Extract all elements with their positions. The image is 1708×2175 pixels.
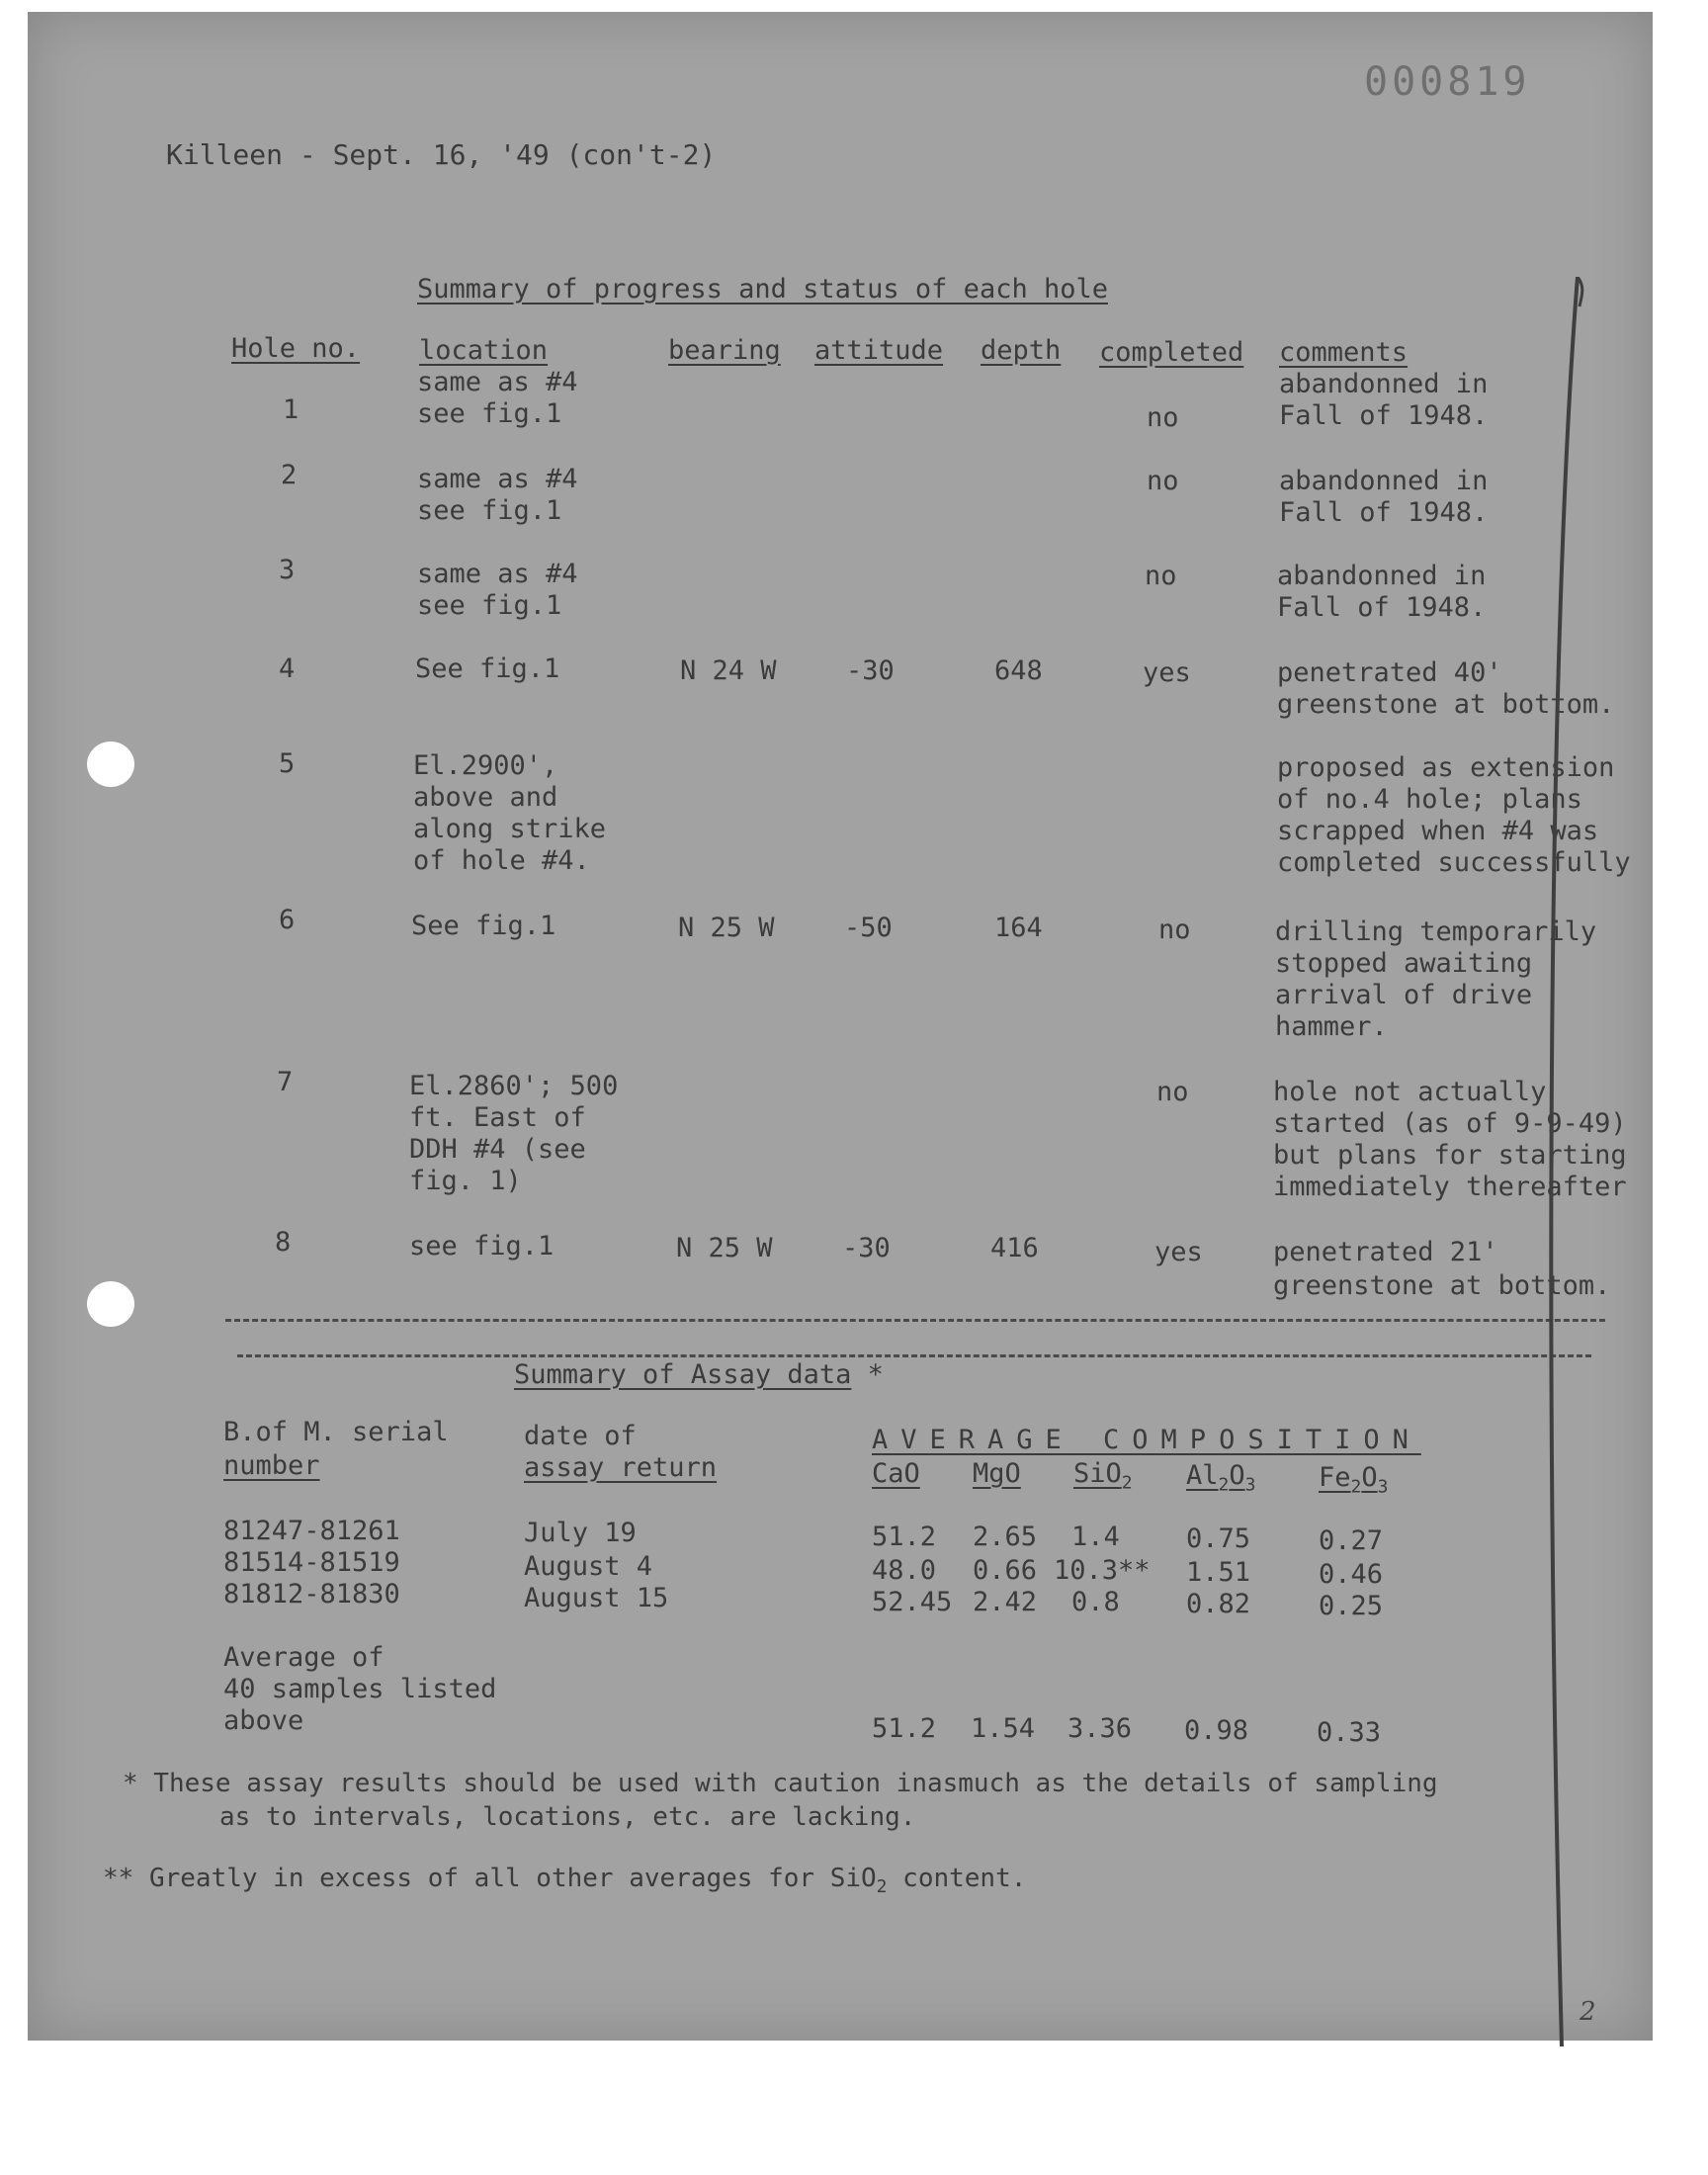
assay-title: Summary of Assay data * <box>508 1358 890 1391</box>
cao-value: 52.45 <box>872 1587 953 1617</box>
sio2-value: 0.8 <box>1071 1587 1120 1617</box>
location-line: see fig.1 <box>417 590 562 621</box>
al2o3-value: 0.82 <box>1186 1589 1251 1619</box>
avg-al2o3-value: 0.98 <box>1184 1715 1249 1746</box>
serial-value: 81812-81830 <box>223 1579 400 1610</box>
attitude-value: -30 <box>842 1233 891 1263</box>
comment-line: hammer. <box>1275 1011 1388 1042</box>
location-line: see fig.1 <box>417 398 562 429</box>
comment-line: Fall of 1948. <box>1277 592 1487 623</box>
average-label: Average of <box>223 1642 384 1673</box>
hole-number: 2 <box>281 460 298 490</box>
location-line: El.2860'; 500 <box>409 1071 619 1101</box>
completed-value: yes <box>1154 1237 1203 1267</box>
fe2o3-value: 0.46 <box>1319 1559 1384 1590</box>
comment-line: Fall of 1948. <box>1279 497 1489 528</box>
col-attitude: attitude <box>814 335 944 366</box>
comment-line: started (as of 9-9-49) <box>1273 1108 1627 1139</box>
col-al2o3: $Al_2O_3$ <box>1186 1460 1256 1496</box>
bearing-value: N 25 W <box>676 1233 773 1263</box>
sio2-value: 1.4 <box>1071 1522 1120 1552</box>
page-title: Killeen - Sept. 16, '49 (con't-2) <box>166 138 717 171</box>
comment-line: scrapped when #4 was <box>1277 816 1599 846</box>
progress-title: Summary of progress and status of each hole <box>417 274 1108 304</box>
avg-sio2-value: 3.36 <box>1068 1713 1133 1744</box>
hole-number: 5 <box>279 748 296 779</box>
location-line: DDH #4 (see <box>409 1134 586 1165</box>
comment-line: stopped awaiting <box>1275 948 1533 979</box>
comment-line: abandonned in <box>1279 369 1489 399</box>
bearing-value: N 24 W <box>680 655 777 686</box>
hole-number: 1 <box>283 394 299 425</box>
depth-value: 648 <box>994 655 1043 686</box>
comment-line: penetrated 21' <box>1273 1237 1498 1267</box>
location-line: above and <box>413 782 558 813</box>
col-serial-number: number <box>223 1450 320 1481</box>
comment-line: hole not actually <box>1273 1077 1547 1107</box>
serial-value: 81514-81519 <box>223 1547 400 1578</box>
location-line: of hole #4. <box>413 845 590 876</box>
location-line: fig. 1) <box>409 1166 522 1196</box>
col-completed: completed <box>1099 337 1244 368</box>
serial-value: 81247-81261 <box>223 1516 400 1546</box>
dashed-divider <box>237 1354 1591 1357</box>
col-serial: B.of M. serial <box>223 1417 449 1447</box>
completed-value: no <box>1145 561 1177 591</box>
comment-line: of no.4 hole; plans <box>1277 784 1582 815</box>
avg-mgo-value: 1.54 <box>971 1713 1036 1744</box>
comment-line: immediately thereafter <box>1273 1172 1627 1202</box>
hole-number: 4 <box>279 653 296 684</box>
comment-line: completed successfully <box>1277 847 1631 878</box>
comment-line: penetrated 40' <box>1277 657 1502 688</box>
hole-number: 6 <box>279 905 296 935</box>
bearing-value: N 25 W <box>678 913 775 943</box>
col-hole: Hole no. <box>231 333 361 364</box>
comment-line: proposed as extension <box>1277 752 1615 783</box>
hole-number: 3 <box>279 555 296 585</box>
footnote-sio2: ** Greatly in excess of all other averages for SiO$_2$ content. <box>103 1864 1027 1898</box>
cao-value: 48.0 <box>872 1555 937 1586</box>
page-corner-mark: 2 <box>1580 1997 1596 2027</box>
mgo-value: 0.66 <box>973 1555 1038 1586</box>
al2o3-value: 0.75 <box>1186 1523 1251 1554</box>
location-line: same as #4 <box>417 559 578 589</box>
comment-line: drilling temporarily <box>1275 916 1597 947</box>
margin-line-mark <box>1542 277 1641 2046</box>
hole-number: 8 <box>275 1227 292 1258</box>
comment-line: but plans for starting <box>1273 1140 1627 1171</box>
average-label: above <box>223 1705 304 1736</box>
location-line: same as #4 <box>417 464 578 494</box>
location-line: El.2900', <box>413 750 558 781</box>
comment-line: greenstone at bottom. <box>1277 689 1615 720</box>
comment-line: arrival of drive <box>1275 980 1533 1010</box>
col-sio2: SiO$_2$ <box>1073 1458 1133 1494</box>
comment-line: Fall of 1948. <box>1279 400 1489 431</box>
col-fe2o3: $Fe_2O_3$ <box>1319 1462 1389 1498</box>
mgo-value: 2.42 <box>973 1587 1038 1617</box>
col-date: date of <box>524 1421 637 1451</box>
document-number: 000819 <box>1364 59 1531 105</box>
comment-line: greenstone at bottom. <box>1273 1270 1611 1301</box>
col-mgo: MgO <box>973 1458 1021 1489</box>
fe2o3-value: 0.27 <box>1319 1525 1384 1556</box>
col-comments: comments <box>1279 337 1409 368</box>
attitude-value: -30 <box>846 655 895 686</box>
dashed-divider <box>225 1319 1605 1322</box>
location-line: see fig.1 <box>417 495 562 526</box>
date-value: July 19 <box>524 1518 637 1548</box>
completed-value: no <box>1147 466 1179 496</box>
mgo-value: 2.65 <box>973 1522 1038 1552</box>
col-cao: CaO <box>872 1458 920 1489</box>
avg-cao-value: 51.2 <box>872 1713 937 1744</box>
date-value: August 15 <box>524 1583 669 1613</box>
location-line: See fig.1 <box>411 911 556 941</box>
col-bearing: bearing <box>668 335 781 366</box>
completed-value: no <box>1147 402 1179 433</box>
location-line: see fig.1 <box>409 1231 555 1262</box>
col-average-composition: AVERAGE COMPOSITION <box>872 1425 1421 1455</box>
comment-line: abandonned in <box>1279 466 1489 496</box>
location-line: See fig.1 <box>415 653 560 684</box>
avg-fe2o3-value: 0.33 <box>1317 1717 1382 1748</box>
footnote-caution: * These assay results should be used with caution inasmuch as the details of sampling <box>123 1769 1438 1798</box>
average-label: 40 samples listed <box>223 1674 497 1704</box>
punch-hole-top <box>87 741 134 787</box>
location-line: ft. East of <box>409 1102 586 1133</box>
location-line: same as #4 <box>417 367 578 397</box>
depth-value: 416 <box>990 1233 1039 1263</box>
col-date-return: assay return <box>524 1452 718 1483</box>
cao-value: 51.2 <box>872 1522 937 1552</box>
sio2-value: 10.3** <box>1054 1555 1151 1586</box>
comment-line: abandonned in <box>1277 561 1487 591</box>
hole-number: 7 <box>277 1067 294 1097</box>
al2o3-value: 1.51 <box>1186 1557 1251 1588</box>
location-line: along strike <box>413 814 607 844</box>
attitude-value: -50 <box>844 913 893 943</box>
punch-hole-bottom <box>87 1281 134 1327</box>
col-depth: depth <box>981 335 1062 366</box>
date-value: August 4 <box>524 1551 653 1582</box>
col-location: location <box>419 335 549 366</box>
completed-value: no <box>1156 1077 1189 1107</box>
completed-value: yes <box>1143 657 1191 688</box>
depth-value: 164 <box>994 913 1043 943</box>
fe2o3-value: 0.25 <box>1319 1591 1384 1621</box>
footnote-caution-cont: as to intervals, locations, etc. are lacking. <box>219 1802 916 1832</box>
completed-value: no <box>1158 914 1191 945</box>
